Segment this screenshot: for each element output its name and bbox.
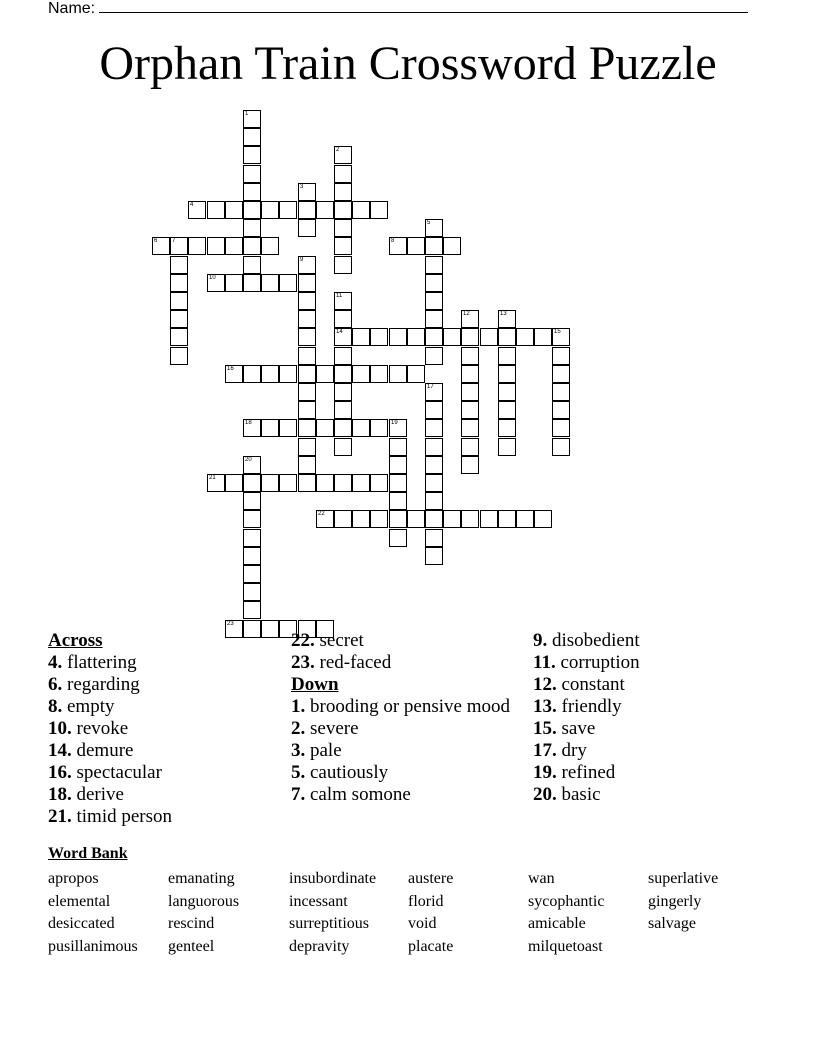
crossword-cell[interactable] — [298, 365, 316, 383]
clue-number: 20 — [245, 457, 252, 463]
word-bank-word: amicable — [528, 915, 586, 932]
crossword-cell[interactable] — [225, 201, 243, 219]
crossword-cell[interactable] — [425, 547, 443, 565]
crossword-cell[interactable] — [225, 274, 243, 292]
word-bank-word: gingerly — [648, 893, 702, 910]
crossword-cell[interactable] — [425, 474, 443, 492]
crossword-cell[interactable] — [425, 237, 443, 255]
crossword-cell[interactable] — [498, 419, 516, 437]
clue-number: 20. — [533, 784, 557, 805]
crossword-cell[interactable] — [243, 492, 261, 510]
clue-number: 23. — [291, 652, 315, 673]
crossword-cell[interactable] — [316, 365, 334, 383]
clue-number: 18 — [245, 420, 252, 426]
down-clue — [291, 718, 521, 740]
clue-text: pale — [305, 740, 342, 761]
down-clue — [291, 762, 521, 784]
crossword-cell[interactable] — [298, 201, 316, 219]
crossword-cell[interactable] — [261, 474, 279, 492]
word-bank-word: genteel — [168, 938, 215, 955]
crossword-cell[interactable] — [243, 256, 261, 274]
clue-text: disobedient — [547, 630, 640, 651]
crossword-cell[interactable] — [461, 310, 479, 328]
crossword-cell[interactable] — [334, 474, 352, 492]
crossword-cell[interactable] — [298, 419, 316, 437]
crossword-cell[interactable] — [370, 201, 388, 219]
clue-number: 2. — [291, 718, 306, 739]
crossword-cell[interactable] — [425, 328, 443, 346]
down-clue — [291, 740, 521, 762]
crossword-cell[interactable] — [243, 146, 261, 164]
crossword-cell[interactable] — [443, 510, 461, 528]
clue-number: 4. — [48, 652, 63, 673]
crossword-cell[interactable] — [461, 510, 479, 528]
clue-number: 19 — [391, 420, 398, 426]
clue-number: 10 — [209, 275, 216, 281]
crossword-cell[interactable] — [425, 292, 443, 310]
crossword-cell[interactable] — [152, 237, 170, 255]
clue-text: demure — [71, 740, 134, 761]
crossword-cell[interactable] — [425, 401, 443, 419]
crossword-cell[interactable] — [461, 328, 479, 346]
crossword-cell[interactable] — [334, 438, 352, 456]
clue-number: 1. — [291, 696, 306, 717]
clue-text: corruption — [555, 652, 640, 673]
clue-number: 15 — [554, 329, 561, 335]
crossword-cell[interactable] — [298, 292, 316, 310]
crossword-cell[interactable] — [461, 419, 479, 437]
clue-number: 4 — [190, 202, 194, 208]
across-heading: Across — [48, 630, 103, 651]
crossword-cell[interactable] — [425, 383, 443, 401]
crossword-cell[interactable] — [407, 365, 425, 383]
clue-number: 2 — [336, 147, 340, 153]
clue-number: 16. — [48, 762, 72, 783]
crossword-cell[interactable] — [279, 419, 297, 437]
crossword-cell[interactable] — [480, 510, 498, 528]
down-clue — [533, 784, 773, 806]
across-clue — [291, 630, 521, 652]
clue-number: 22 — [318, 511, 325, 517]
clue-number: 9 — [300, 257, 304, 263]
across-clue — [48, 696, 278, 718]
crossword-cell[interactable] — [225, 237, 243, 255]
crossword-cell[interactable] — [389, 365, 407, 383]
word-bank-word: void — [408, 915, 437, 932]
crossword-cell[interactable] — [207, 237, 225, 255]
crossword-cell[interactable] — [207, 474, 225, 492]
crossword-cell[interactable] — [243, 601, 261, 619]
crossword-cell[interactable] — [461, 456, 479, 474]
crossword-cell[interactable] — [170, 328, 188, 346]
crossword-cell[interactable] — [170, 310, 188, 328]
clue-text: regarding — [62, 674, 140, 695]
clue-text: constant — [556, 674, 625, 695]
clue-number: 10. — [48, 718, 72, 739]
word-bank-word: desiccated — [48, 915, 115, 932]
crossword-cell[interactable] — [170, 347, 188, 365]
crossword-cell[interactable] — [334, 510, 352, 528]
crossword-cell[interactable] — [389, 456, 407, 474]
crossword-cell[interactable] — [552, 347, 570, 365]
clue-number: 12. — [533, 674, 557, 695]
clue-number: 8 — [391, 238, 395, 244]
word-bank-word: insubordinate — [289, 870, 377, 887]
crossword-cell[interactable] — [334, 347, 352, 365]
crossword-cell[interactable] — [243, 547, 261, 565]
crossword-cell[interactable] — [243, 219, 261, 237]
crossword-cell[interactable] — [480, 328, 498, 346]
clue-number: 7. — [291, 784, 306, 805]
crossword-cell[interactable] — [298, 474, 316, 492]
crossword-cell[interactable] — [207, 274, 225, 292]
word-bank-word: apropos — [48, 870, 99, 887]
crossword-cell[interactable] — [552, 383, 570, 401]
crossword-cell[interactable] — [279, 365, 297, 383]
word-bank-word: superlative — [648, 870, 719, 887]
crossword-cell[interactable] — [334, 256, 352, 274]
crossword-cell[interactable] — [261, 274, 279, 292]
clue-text: revoke — [71, 718, 129, 739]
crossword-cell[interactable] — [334, 292, 352, 310]
down-clue — [533, 740, 773, 762]
crossword-cell[interactable] — [461, 365, 479, 383]
crossword-cell[interactable] — [370, 328, 388, 346]
crossword-cell[interactable] — [552, 419, 570, 437]
crossword-cell[interactable] — [334, 328, 352, 346]
crossword-cell[interactable] — [243, 456, 261, 474]
crossword-cell[interactable] — [243, 274, 261, 292]
crossword-cell[interactable] — [225, 365, 243, 383]
crossword-cell[interactable] — [352, 201, 370, 219]
clue-number: 3 — [300, 184, 304, 190]
down-clue — [533, 652, 773, 674]
clue-text: brooding or pensive mood — [305, 696, 511, 717]
clue-number: 16 — [227, 366, 234, 372]
word-bank-heading: Word Bank — [48, 845, 128, 862]
word-bank-word: sycophantic — [528, 893, 605, 910]
crossword-cell[interactable] — [407, 328, 425, 346]
crossword-cell[interactable] — [461, 383, 479, 401]
clue-number: 13. — [533, 696, 557, 717]
clue-text: severe — [305, 718, 359, 739]
clue-text: basic — [556, 784, 601, 805]
crossword-cell[interactable] — [316, 419, 334, 437]
crossword-cell[interactable] — [425, 310, 443, 328]
crossword-cell[interactable] — [243, 201, 261, 219]
across-clue — [48, 740, 278, 762]
clue-number: 18. — [48, 784, 72, 805]
down-clues-column-2 — [533, 630, 773, 806]
crossword-cell[interactable] — [389, 438, 407, 456]
crossword-cell[interactable] — [498, 438, 516, 456]
word-bank-word: wan — [528, 870, 555, 887]
crossword-cell[interactable] — [407, 510, 425, 528]
clue-number: 21. — [48, 806, 72, 827]
crossword-cell[interactable] — [261, 419, 279, 437]
name-label: Name: — [48, 0, 96, 17]
crossword-cell[interactable] — [352, 365, 370, 383]
down-clue — [533, 718, 773, 740]
clue-text: cautiously — [305, 762, 389, 783]
crossword-cell[interactable] — [498, 328, 516, 346]
word-bank-word: salvage — [648, 915, 696, 932]
clue-number: 5. — [291, 762, 306, 783]
clue-text: dry — [556, 740, 587, 761]
crossword-cell[interactable] — [243, 565, 261, 583]
crossword-cell[interactable] — [425, 438, 443, 456]
down-clue — [291, 696, 521, 718]
crossword-cell[interactable] — [298, 401, 316, 419]
crossword-cell[interactable] — [298, 438, 316, 456]
crossword-cell[interactable] — [425, 456, 443, 474]
crossword-cell[interactable] — [461, 438, 479, 456]
crossword-cell[interactable] — [298, 456, 316, 474]
word-bank-word: milquetoast — [528, 938, 603, 955]
clue-number: 11. — [533, 652, 556, 673]
crossword-cell[interactable] — [334, 146, 352, 164]
crossword-cell[interactable] — [279, 474, 297, 492]
crossword-cell[interactable] — [498, 310, 516, 328]
crossword-cell[interactable] — [552, 328, 570, 346]
clue-text: save — [556, 718, 596, 739]
crossword-cell[interactable] — [225, 474, 243, 492]
clue-number: 7 — [172, 238, 176, 244]
crossword-cell[interactable] — [334, 165, 352, 183]
crossword-cell[interactable] — [261, 237, 279, 255]
clue-text: empty — [62, 696, 115, 717]
crossword-cell[interactable] — [443, 328, 461, 346]
clue-number: 1 — [245, 111, 249, 117]
crossword-cell[interactable] — [188, 237, 206, 255]
clue-number: 9. — [533, 630, 548, 651]
word-bank-word: placate — [408, 938, 454, 955]
crossword-cell[interactable] — [534, 328, 552, 346]
crossword-cell[interactable] — [279, 201, 297, 219]
crossword-cell[interactable] — [298, 383, 316, 401]
crossword-cell[interactable] — [389, 237, 407, 255]
crossword-cell[interactable] — [207, 201, 225, 219]
crossword-cell[interactable] — [425, 419, 443, 437]
crossword-cell[interactable] — [389, 419, 407, 437]
crossword-cell[interactable] — [298, 328, 316, 346]
crossword-cell[interactable] — [498, 365, 516, 383]
crossword-cell[interactable] — [425, 510, 443, 528]
clue-number: 14 — [336, 329, 343, 335]
crossword-cell[interactable] — [352, 328, 370, 346]
crossword-cell[interactable] — [334, 365, 352, 383]
down-clue — [291, 784, 521, 806]
crossword-cell[interactable] — [243, 365, 261, 383]
word-bank-word: florid — [408, 893, 444, 910]
down-clue — [533, 674, 773, 696]
crossword-cell[interactable] — [316, 201, 334, 219]
clue-number: 6 — [154, 238, 158, 244]
crossword-cell[interactable] — [407, 237, 425, 255]
crossword-cell[interactable] — [298, 347, 316, 365]
crossword-cell[interactable] — [352, 474, 370, 492]
clue-text: red-faced — [314, 652, 392, 673]
crossword-cell[interactable] — [170, 256, 188, 274]
down-clue — [533, 762, 773, 784]
crossword-cell[interactable] — [389, 328, 407, 346]
crossword-cell[interactable] — [298, 310, 316, 328]
crossword-cell[interactable] — [352, 510, 370, 528]
crossword-cell[interactable] — [389, 492, 407, 510]
crossword-cell[interactable] — [170, 292, 188, 310]
crossword-cell[interactable] — [170, 237, 188, 255]
word-bank-word: depravity — [289, 938, 350, 955]
clue-number: 11 — [336, 293, 343, 299]
clue-number: 15. — [533, 718, 557, 739]
down-clue — [533, 696, 773, 718]
crossword-cell[interactable] — [552, 401, 570, 419]
crossword-cell[interactable] — [243, 110, 261, 128]
across-clue — [48, 784, 278, 806]
clue-number: 21 — [209, 475, 216, 481]
crossword-cell[interactable] — [243, 165, 261, 183]
crossword-cell[interactable] — [261, 201, 279, 219]
crossword-cell[interactable] — [334, 401, 352, 419]
crossword-cell[interactable] — [298, 256, 316, 274]
across-clue — [48, 762, 278, 784]
crossword-cell[interactable] — [170, 274, 188, 292]
clue-number: 17 — [427, 384, 434, 390]
crossword-cell[interactable] — [516, 328, 534, 346]
crossword-cell[interactable] — [334, 201, 352, 219]
crossword-cell[interactable] — [352, 419, 370, 437]
crossword-cell[interactable] — [334, 419, 352, 437]
crossword-cell[interactable] — [370, 510, 388, 528]
crossword-cell[interactable] — [425, 492, 443, 510]
across-clue — [48, 718, 278, 740]
across-clues-column-1 — [48, 630, 278, 828]
crossword-cell[interactable] — [243, 237, 261, 255]
crossword-cell[interactable] — [243, 419, 261, 437]
crossword-cell[interactable] — [334, 310, 352, 328]
clue-number: 3. — [291, 740, 306, 761]
clue-number: 8. — [48, 696, 63, 717]
crossword-cell[interactable] — [425, 274, 443, 292]
word-bank-word: pusillanimous — [48, 938, 138, 955]
clue-text: derive — [71, 784, 124, 805]
word-bank-word: languorous — [168, 893, 240, 910]
crossword-cell[interactable] — [243, 474, 261, 492]
crossword-cell[interactable] — [552, 438, 570, 456]
word-bank-word: austere — [408, 870, 454, 887]
crossword-cell[interactable] — [316, 474, 334, 492]
crossword-cell[interactable] — [425, 219, 443, 237]
crossword-cell[interactable] — [298, 274, 316, 292]
crossword-cell[interactable] — [334, 219, 352, 237]
crossword-cell[interactable] — [461, 401, 479, 419]
word-bank-word: incessant — [289, 893, 348, 910]
crossword-cell[interactable] — [261, 365, 279, 383]
clue-text: refined — [556, 762, 616, 783]
crossword-cell[interactable] — [188, 201, 206, 219]
clue-text: calm somone — [305, 784, 411, 805]
across-clue — [48, 652, 278, 674]
clue-number: 22. — [291, 630, 315, 651]
crossword-cell[interactable] — [425, 529, 443, 547]
crossword-cell[interactable] — [389, 529, 407, 547]
crossword-cell[interactable] — [298, 219, 316, 237]
word-bank-word: emanating — [168, 870, 235, 887]
clue-number: 19. — [533, 762, 557, 783]
crossword-cell[interactable] — [425, 347, 443, 365]
crossword-cell[interactable] — [498, 401, 516, 419]
clue-text: flattering — [62, 652, 137, 673]
down-clue — [533, 630, 773, 652]
clues-column-2 — [291, 630, 521, 806]
clue-number: 5 — [427, 220, 431, 226]
word-bank-word: elemental — [48, 893, 111, 910]
crossword-cell[interactable] — [498, 383, 516, 401]
crossword-cell[interactable] — [552, 365, 570, 383]
crossword-cell[interactable] — [370, 419, 388, 437]
crossword-cell[interactable] — [334, 183, 352, 201]
crossword-cell[interactable] — [243, 183, 261, 201]
crossword-cell[interactable] — [516, 510, 534, 528]
crossword-cell[interactable] — [298, 183, 316, 201]
clue-number: 17. — [533, 740, 557, 761]
clue-number: 13 — [500, 311, 507, 317]
crossword-cell[interactable] — [370, 474, 388, 492]
clue-text: secret — [314, 630, 364, 651]
crossword-cell[interactable] — [425, 256, 443, 274]
clue-number: 12 — [463, 311, 470, 317]
crossword-cell[interactable] — [443, 237, 461, 255]
crossword-cell[interactable] — [534, 510, 552, 528]
clue-number: 14. — [48, 740, 72, 761]
crossword-cell[interactable] — [461, 347, 479, 365]
word-bank-word: surreptitious — [289, 915, 369, 932]
crossword-cell[interactable] — [389, 510, 407, 528]
clue-text: friendly — [556, 696, 622, 717]
crossword-cell[interactable] — [334, 383, 352, 401]
word-bank-word: rescind — [168, 915, 215, 932]
crossword-cell[interactable] — [243, 529, 261, 547]
page-title: Orphan Train Crossword Puzzle — [99, 37, 717, 90]
crossword-cell[interactable] — [334, 237, 352, 255]
crossword-cell[interactable] — [370, 365, 388, 383]
crossword-cell[interactable] — [243, 583, 261, 601]
clue-text: timid person — [71, 806, 173, 827]
crossword-cell[interactable] — [316, 510, 334, 528]
clue-text: spectacular — [71, 762, 162, 783]
across-clue — [48, 674, 278, 696]
clue-number: 6. — [48, 674, 63, 695]
crossword-cell[interactable] — [279, 274, 297, 292]
crossword-cell[interactable] — [498, 347, 516, 365]
across-clue — [48, 806, 278, 828]
crossword-cell[interactable] — [498, 510, 516, 528]
clue-number: 23 — [227, 621, 234, 627]
across-clue — [291, 652, 521, 674]
crossword-cell[interactable] — [389, 474, 407, 492]
crossword-cell[interactable] — [243, 128, 261, 146]
crossword-cell[interactable] — [243, 510, 261, 528]
down-heading: Down — [291, 674, 339, 695]
